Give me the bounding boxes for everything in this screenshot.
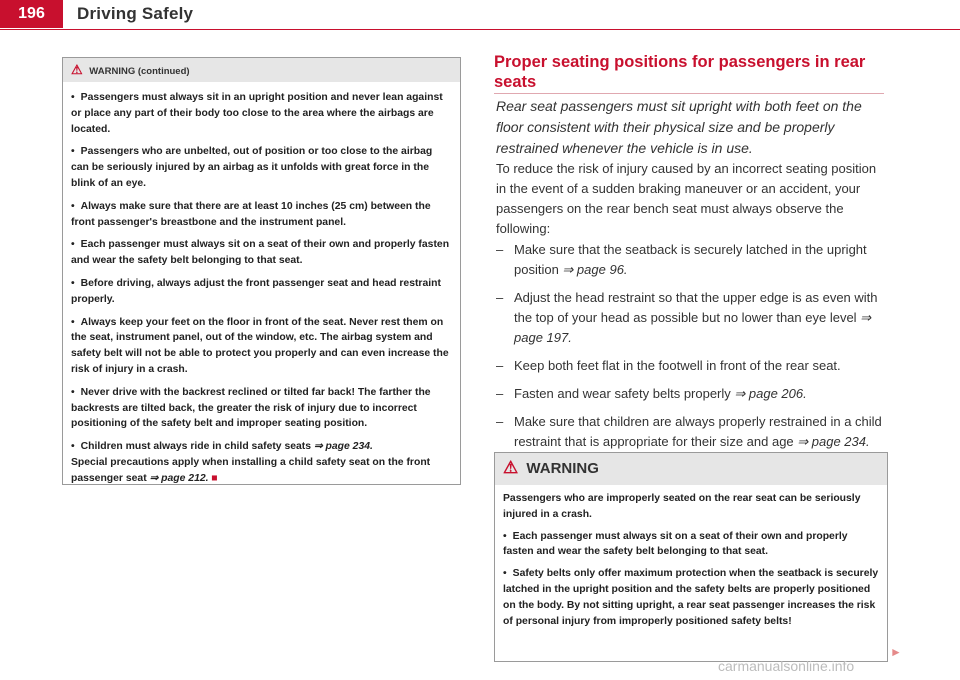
page-reference-link[interactable]: ⇒ page 96. bbox=[562, 262, 628, 277]
page-reference-link[interactable]: ⇒ page 212. bbox=[149, 472, 209, 484]
section-paragraph: To reduce the risk of injury caused by an incorrect seating position in the event of a sudden braking maneuver or an accident, your passengers on the rear bench seat must always observe the following: bbox=[496, 161, 877, 236]
page-title: Driving Safely bbox=[77, 4, 194, 23]
warning-triangle-icon: ⚠ bbox=[503, 458, 519, 477]
warning-item: • Each passenger must always sit on a seat of their own and properly fasten and wear the safety belt belonging to that seat. bbox=[503, 529, 879, 561]
warning-box bbox=[494, 452, 888, 662]
watermark: carmanualsonline.info bbox=[718, 658, 855, 674]
warning-item: • Safety belts only offer maximum protection when the seatback is securely latched in the upright position and the safety belts are properly positioned on the body. By not sitting upright, a rear seat passenger increases the risk of personal injury from improperly positioned safety belts! bbox=[503, 566, 879, 629]
page-reference-link[interactable]: ⇒ page 234. bbox=[313, 441, 373, 453]
page-number-badge: 196 bbox=[0, 0, 63, 28]
warning-item: • Children must always ride in child safety seats ⇒ page 234. bbox=[71, 439, 452, 455]
warning-item: • Always make sure that there are at least 10 inches (25 cm) between the front passenger's breastbone and the instrument panel. bbox=[71, 199, 452, 231]
warning-header bbox=[63, 58, 460, 82]
page-reference-link[interactable]: ⇒ page 234. bbox=[797, 434, 870, 449]
warning-item: • Never drive with the backrest reclined or tilted far back! The farther the backrests are tilted back, the greater the risk of injury due to incorrect positioning of the safety belt and improper seating position. bbox=[71, 385, 452, 432]
section-intro: Rear seat passengers must sit upright with both feet on the floor consistent with their physical size and be properly restrained whenever the vehicle is in use. bbox=[496, 98, 862, 156]
warning-body bbox=[495, 485, 887, 629]
warning-heading: WARNING bbox=[526, 460, 599, 477]
warning-item-continuation: Special precautions apply when installing a child safety seat on the front passenger seat ⇒ page 212. ■ bbox=[71, 456, 431, 484]
section-rule bbox=[494, 93, 884, 94]
warning-item: • Passengers must always sit in an upright position and never lean against or place any part of their body too close to the area where the airbags are located. bbox=[71, 90, 452, 137]
list-item: – Fasten and wear safety belts properly ⇒ page 206. bbox=[496, 386, 807, 401]
warning-lead: Passengers who are improperly seated on the rear seat can be seriously injured in a crash. bbox=[503, 493, 861, 520]
warning-body bbox=[63, 82, 460, 487]
continue-arrow-icon: ► bbox=[890, 645, 902, 659]
list-item: – Make sure that children are always properly restrained in a child restraint that is appropriate for their size and age ⇒ page 234. bbox=[496, 414, 882, 449]
warning-header bbox=[495, 453, 887, 485]
end-square-icon: ■ bbox=[211, 472, 218, 484]
instruction-list bbox=[496, 240, 888, 460]
warning-item: • Always keep your feet on the floor in front of the seat. Never rest them on the seat, instrument panel, out of the window, etc. The airbag system and safety belt will not be able to protect you properly and can even increase the risk of injury in a crash. bbox=[71, 315, 452, 378]
warning-item: • Before driving, always adjust the front passenger seat and head restraint properly. bbox=[71, 276, 452, 308]
page-reference-link[interactable]: ⇒ page 197. bbox=[514, 310, 872, 345]
list-item: – Make sure that the seatback is securely latched in the upright position ⇒ page 96. bbox=[496, 242, 867, 277]
warning-item: • Passengers who are unbelted, out of position or too close to the airbag can be seriously injured by an airbag as it unfolds with great force in the blink of an eye. bbox=[71, 144, 452, 191]
warning-item: • Each passenger must always sit on a seat of their own and properly fasten and wear the safety belt belonging to that seat. bbox=[71, 237, 452, 269]
warning-heading: WARNING (continued) bbox=[89, 66, 190, 77]
warning-box-continued bbox=[62, 57, 461, 485]
warning-triangle-icon: ⚠ bbox=[71, 62, 83, 77]
header-rule bbox=[0, 29, 960, 30]
list-item: – Adjust the head restraint so that the upper edge is as even with the top of your head as possible but no lower than eye level ⇒ page 197. bbox=[496, 290, 878, 345]
page-reference-link[interactable]: ⇒ page 206. bbox=[734, 386, 807, 401]
section-title: Proper seating positions for passengers in rear seats bbox=[494, 53, 866, 91]
list-item: – Keep both feet flat in the footwell in front of the rear seat. bbox=[496, 358, 841, 373]
